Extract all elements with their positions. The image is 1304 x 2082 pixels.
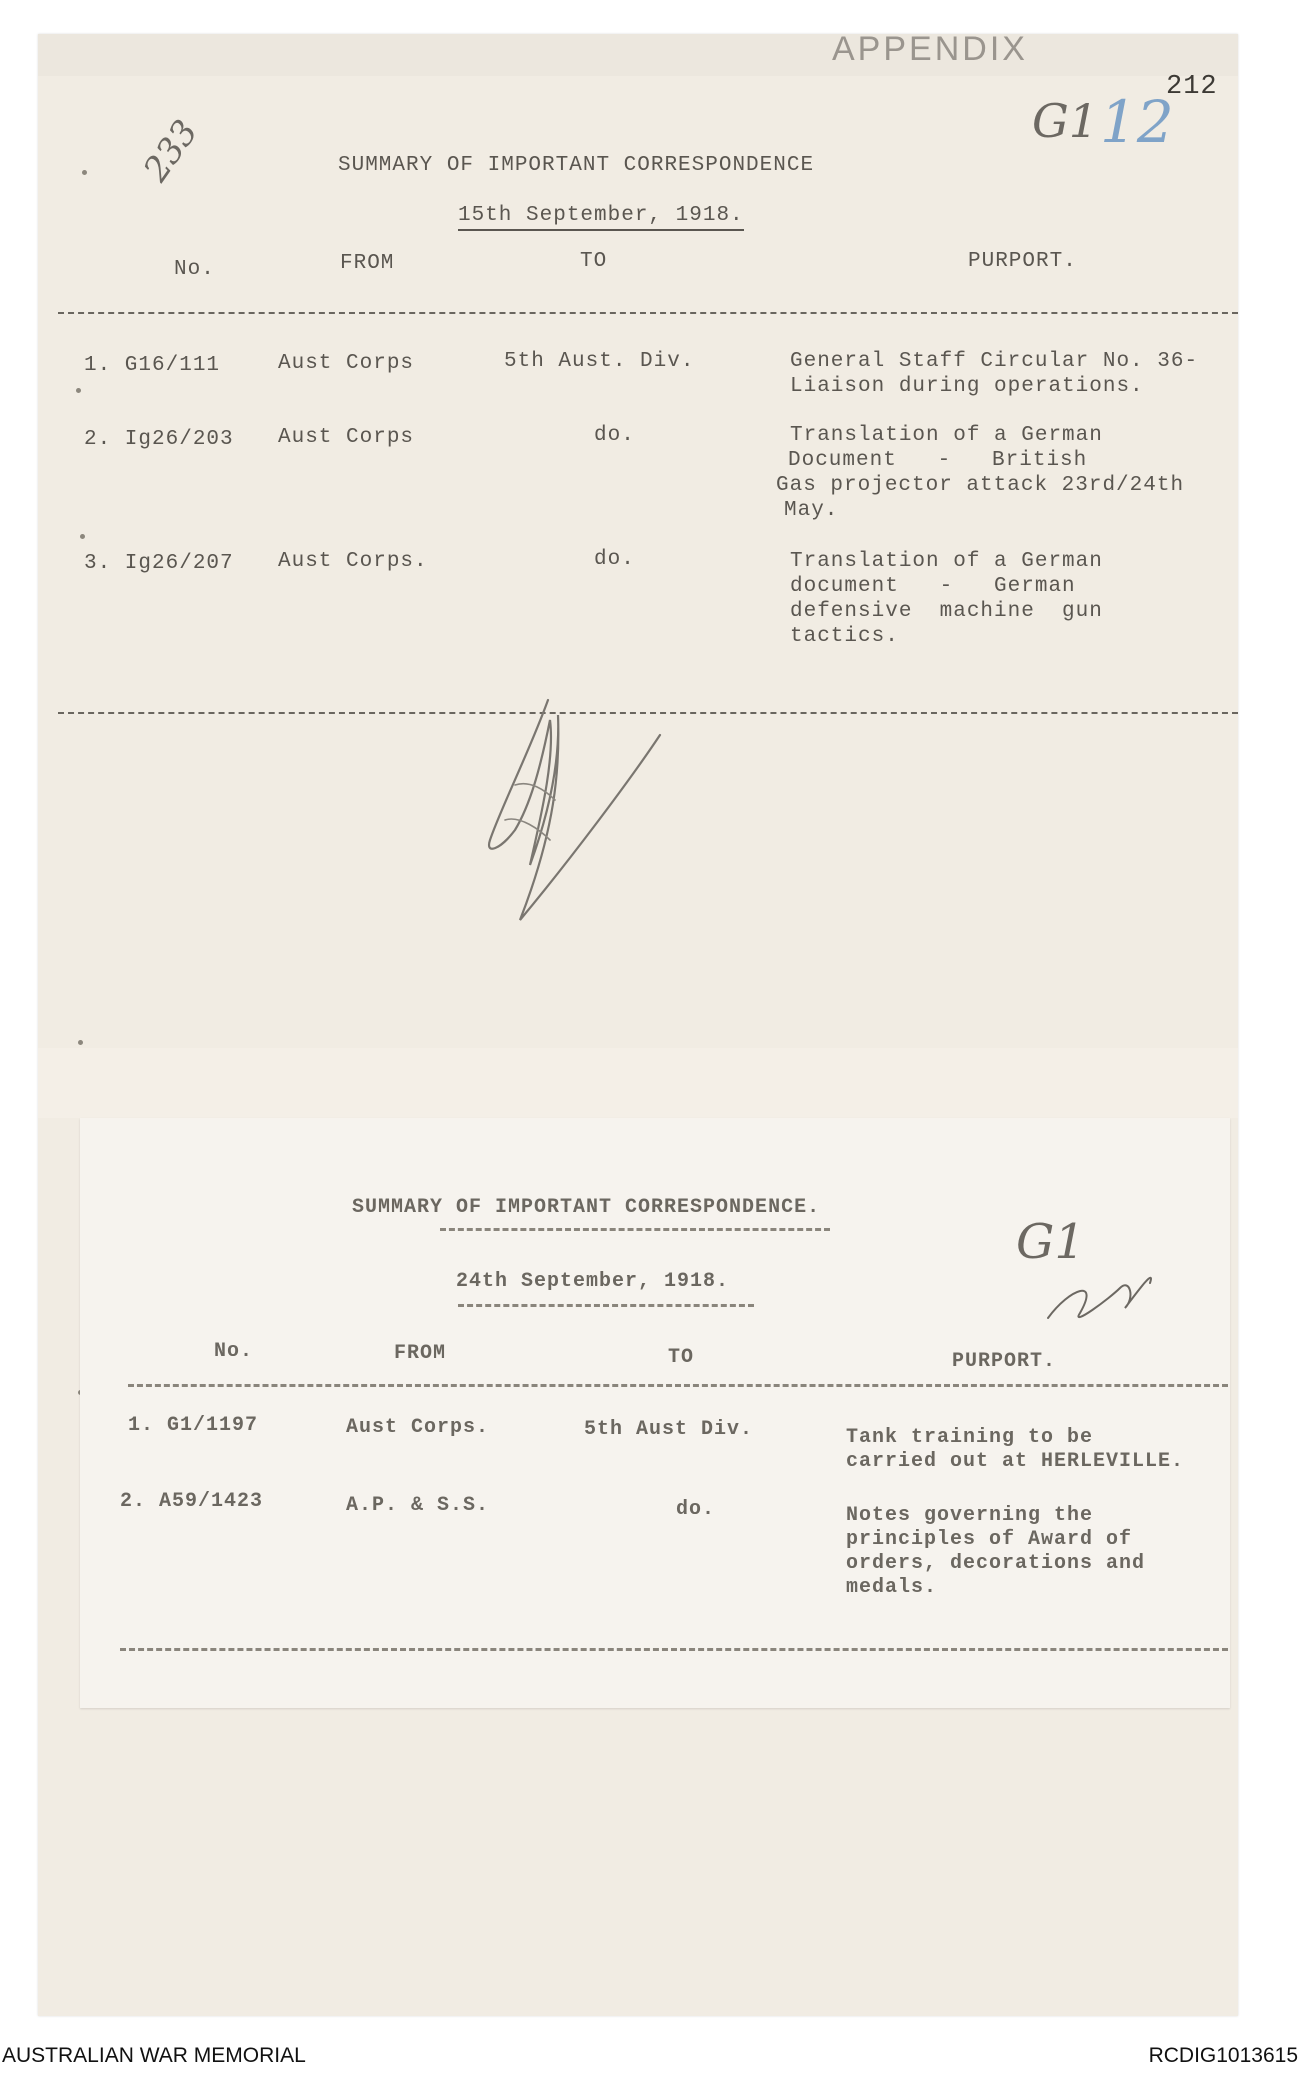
doc2-header-from: FROM xyxy=(394,1342,447,1365)
doc1-row3-to: do. xyxy=(594,548,635,571)
doc2-initials xyxy=(1040,1258,1170,1338)
doc1-row2-purport-line4: May. xyxy=(784,499,839,522)
doc2-row2-to: do. xyxy=(676,1498,716,1521)
doc2-row1-to: 5th Aust Div. xyxy=(584,1418,754,1441)
doc2-row1-purport-line2: carried out at HERLEVILLE. xyxy=(846,1450,1185,1473)
pencil-signature xyxy=(460,690,680,940)
doc2-date-underline xyxy=(458,1304,754,1307)
doc2-row2-purport-line2: principles of Award of xyxy=(846,1528,1133,1551)
doc2-title: SUMMARY OF IMPORTANT CORRESPONDENCE. xyxy=(352,1196,821,1219)
doc1-header-no: No. xyxy=(174,258,215,281)
doc1-row3-purport-line3: defensive machine gun xyxy=(790,600,1103,623)
doc1-row2-purport-line3: Gas projector attack 23rd/24th xyxy=(776,474,1185,497)
punch-mark xyxy=(80,534,85,539)
doc1-row2-no: 2. Ig26/203 xyxy=(84,428,234,451)
doc2-hand-ref: G1 xyxy=(1016,1214,1085,1270)
doc1-row1-purport-line2: Liaison during operations. xyxy=(790,375,1144,398)
slip-fold xyxy=(38,1048,1238,1118)
document-sheet xyxy=(38,34,1238,2016)
footer-institution: AUSTRALIAN WAR MEMORIAL xyxy=(2,2044,306,2067)
doc1-row1-purport-line1: General Staff Circular No. 36- xyxy=(790,350,1199,373)
appendix-stamp: APPENDIX xyxy=(832,30,1028,68)
doc2-row2-purport-line3: orders, decorations and xyxy=(846,1552,1146,1575)
doc1-date: 15th September, 1918. xyxy=(458,204,744,231)
doc2-date: 24th September, 1918. xyxy=(456,1270,730,1293)
footer-identifier: RCDIG1013615 xyxy=(1148,2044,1298,2067)
punch-mark xyxy=(82,170,87,175)
doc1-row3-from: Aust Corps. xyxy=(278,550,428,573)
doc1-row2-purport-line1: Translation of a German xyxy=(790,424,1103,447)
doc1-header-purport: PURPORT. xyxy=(968,250,1077,273)
punch-mark xyxy=(78,1040,83,1045)
doc1-header-to: TO xyxy=(580,250,608,273)
doc2-row2-purport-line4: medals. xyxy=(846,1576,938,1599)
doc1-header-from: FROM xyxy=(340,252,395,275)
doc1-row2-purport-line2: Document - British xyxy=(788,449,1088,472)
doc2-row2-purport-line1: Notes governing the xyxy=(846,1504,1094,1527)
page-number: 212 xyxy=(1166,72,1218,102)
hand-folio-number: 233 xyxy=(136,112,206,189)
hand-ref-top: G1 xyxy=(1032,94,1099,148)
doc2-row1-from: Aust Corps. xyxy=(346,1416,490,1439)
doc1-row2-from: Aust Corps xyxy=(278,426,415,449)
doc1-row3-purport-line2: document - German xyxy=(790,575,1076,598)
punch-mark xyxy=(76,388,81,393)
doc1-row2-to: do. xyxy=(594,424,635,447)
doc1-row3-purport-line4: tactics. xyxy=(790,625,899,648)
doc2-row2-no: 2. A59/1423 xyxy=(120,1490,264,1513)
doc2-header-purport: PURPORT. xyxy=(952,1350,1057,1373)
doc2-header-to: TO xyxy=(668,1346,695,1369)
doc1-row1-from: Aust Corps xyxy=(278,352,415,375)
doc2-bottom-divider xyxy=(120,1648,1228,1651)
doc1-row1-to: 5th Aust. Div. xyxy=(504,350,695,373)
doc2-row2-from: A.P. & S.S. xyxy=(346,1494,490,1517)
doc2-row1-purport-line1: Tank training to be xyxy=(846,1426,1094,1449)
doc1-title: SUMMARY OF IMPORTANT CORRESPONDENCE xyxy=(338,154,815,177)
doc2-title-underline xyxy=(440,1228,830,1231)
doc1-row1-no: 1. G16/111 xyxy=(84,354,221,377)
sheet-top-strip xyxy=(38,34,1238,76)
doc1-row3-purport-line1: Translation of a German xyxy=(790,550,1103,573)
hand-ref-top-blue: 12 xyxy=(1100,88,1174,156)
doc1-row3-no: 3. Ig26/207 xyxy=(84,552,234,575)
doc2-row1-no: 1. G1/1197 xyxy=(128,1414,259,1437)
doc2-header-divider xyxy=(128,1384,1228,1387)
doc2-header-no: No. xyxy=(214,1340,254,1363)
doc1-header-divider xyxy=(58,312,1238,314)
